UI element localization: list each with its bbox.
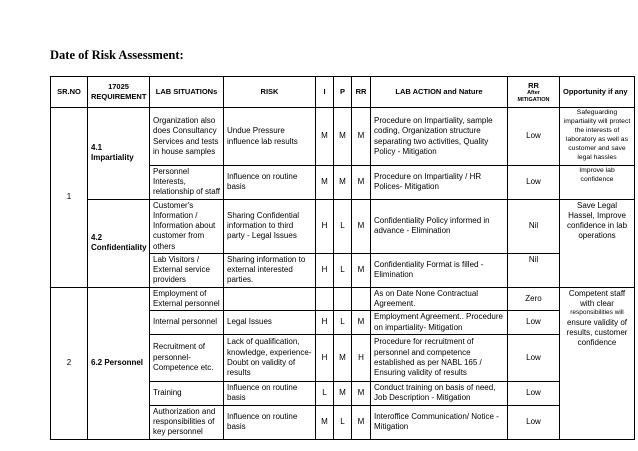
opportunity-line: ensure validity of results, customer confidence bbox=[566, 317, 628, 348]
table-row bbox=[51, 287, 635, 310]
impact-cell: M bbox=[316, 166, 334, 200]
risk-cell bbox=[224, 287, 316, 310]
risk-rating-cell: M bbox=[352, 199, 371, 253]
risk-rating-cell bbox=[352, 287, 371, 310]
action-cell: Conduct training on basis of need, Job Description - Mitigation bbox=[371, 381, 508, 405]
opportunity-cell: Save Legal Hassel, Improve confidence in lab operations bbox=[560, 199, 635, 287]
risk-rating-cell: M bbox=[352, 108, 371, 166]
risk-rating-cell: M bbox=[352, 311, 371, 334]
situation-cell: Authorization and responsibilities of key personnel bbox=[150, 405, 224, 439]
probability-cell: M bbox=[334, 108, 352, 166]
risk-assessment-table bbox=[50, 76, 635, 440]
action-cell: Procedure for recruitment of personnel and competence established as per NABL 165 / Ensuring validity of results bbox=[371, 334, 508, 381]
header-risk-rating: RR bbox=[352, 77, 371, 108]
action-cell: Confidentiality Policy informed in advance - Elimination bbox=[371, 199, 508, 253]
rr-after-cell: Low bbox=[508, 108, 560, 166]
rr-after-cell: Low bbox=[508, 381, 560, 405]
risk-cell: Lack of qualification, knowledge, experience- Doubt on validity of results bbox=[224, 334, 316, 381]
impact-cell: H bbox=[316, 199, 334, 253]
rr-after-cell: Nil bbox=[508, 199, 560, 253]
action-cell: Interoffice Communication/ Notice - Mitigation bbox=[371, 405, 508, 439]
impact-cell: H bbox=[316, 253, 334, 287]
header-lab-action: LAB ACTION and Nature bbox=[371, 77, 508, 108]
header-probability: P bbox=[334, 77, 352, 108]
srno-cell: 1 bbox=[51, 108, 88, 288]
rr-after-cell: Low bbox=[508, 166, 560, 200]
risk-cell: Sharing information to external interested parties. bbox=[224, 253, 316, 287]
opportunity-cell: Improve lab confidence bbox=[560, 166, 635, 200]
table-row bbox=[51, 199, 635, 253]
requirement-cell: 6.2 Personnel bbox=[88, 287, 150, 439]
probability-cell: M bbox=[334, 334, 352, 381]
probability-cell: M bbox=[334, 381, 352, 405]
probability-cell: L bbox=[334, 199, 352, 253]
situation-cell: Internal personnel bbox=[150, 311, 224, 334]
probability-cell: L bbox=[334, 311, 352, 334]
situation-cell: Lab Visitors / External service providers bbox=[150, 253, 224, 287]
impact-cell: H bbox=[316, 334, 334, 381]
risk-rating-cell: M bbox=[352, 253, 371, 287]
requirement-cell: 4.1 Impartiality bbox=[88, 108, 150, 200]
page-title: Date of Risk Assessment: bbox=[50, 48, 184, 62]
table-row bbox=[51, 108, 635, 166]
opportunity-line: responsibilities will bbox=[570, 309, 624, 317]
rr-after-cell: Low bbox=[508, 405, 560, 439]
header-opportunity: Opportunity if any bbox=[560, 77, 635, 108]
probability-cell: L bbox=[334, 405, 352, 439]
requirement-cell: 4.2 Confidentiality bbox=[88, 199, 150, 287]
rr-after-cell: Zero bbox=[508, 287, 560, 310]
probability-cell: L bbox=[334, 253, 352, 287]
probability-cell: M bbox=[334, 166, 352, 200]
situation-cell: Customer's Information / Information about customer from others bbox=[150, 199, 224, 253]
situation-cell: Recruitment of personnel- Competence etc. bbox=[150, 334, 224, 381]
impact-cell: M bbox=[316, 405, 334, 439]
opportunity-cell: Safeguarding impartiality will protect the interests of laboratory as well as customer and save legal hassles bbox=[560, 108, 635, 166]
risk-cell: Legal Issues bbox=[224, 311, 316, 334]
impact-cell bbox=[316, 287, 334, 310]
risk-cell: Influence on routine basis bbox=[224, 405, 316, 439]
header-requirement: 17025 REQUIREMENT bbox=[88, 77, 150, 108]
rr-after-cell: Low bbox=[508, 334, 560, 381]
rr-after-cell: Nil bbox=[508, 253, 560, 287]
risk-rating-cell: M bbox=[352, 405, 371, 439]
action-cell: Procedure on Impartiality, sample coding, Organization structure separating two activities, Quality Policy - Mitigation bbox=[371, 108, 508, 166]
situation-cell: Employment of External personnel bbox=[150, 287, 224, 310]
rr-after-cell: Low bbox=[508, 311, 560, 334]
header-impact: I bbox=[316, 77, 334, 108]
header-risk: RISK bbox=[224, 77, 316, 108]
situation-cell: Organization also does Consultancy Services and tests in house samples bbox=[150, 108, 224, 166]
probability-cell bbox=[334, 287, 352, 310]
impact-cell: H bbox=[316, 311, 334, 334]
opportunity-cell bbox=[560, 287, 635, 439]
impact-cell: L bbox=[316, 381, 334, 405]
risk-cell: Undue Pressure influence lab results bbox=[224, 108, 316, 166]
risk-rating-cell: H bbox=[352, 334, 371, 381]
opportunity-line: Competent staff with clear bbox=[568, 288, 626, 309]
situation-cell: Personnel Interests, relationship of staff bbox=[150, 166, 224, 200]
action-cell: Employment Agreement.. Procedure on impartiality- Mitigation bbox=[371, 311, 508, 334]
action-cell: As on Date None Contractual Agreement. bbox=[371, 287, 508, 310]
risk-cell: Influence on routine basis bbox=[224, 166, 316, 200]
action-cell: Confidentiality Format is filled - Elimination bbox=[371, 253, 508, 287]
risk-rating-cell: M bbox=[352, 166, 371, 200]
header-rr-after-sub: After MITIGATION bbox=[517, 90, 550, 103]
header-rr-after bbox=[508, 77, 560, 108]
srno-cell: 2 bbox=[51, 287, 88, 439]
situation-cell: Training bbox=[150, 381, 224, 405]
impact-cell: M bbox=[316, 108, 334, 166]
risk-cell: Influence on routine basis bbox=[224, 381, 316, 405]
risk-cell: Sharing Confidential information to third party - Legal Issues bbox=[224, 199, 316, 253]
header-srno: SR.NO bbox=[51, 77, 88, 108]
header-lab-situations: LAB SITUATIONs bbox=[150, 77, 224, 108]
risk-rating-cell: M bbox=[352, 381, 371, 405]
action-cell: Procedure on Impartiality / HR Polices- Mitigation bbox=[371, 166, 508, 200]
header-rr-after-label: RR bbox=[528, 80, 539, 90]
header-row bbox=[51, 77, 635, 108]
